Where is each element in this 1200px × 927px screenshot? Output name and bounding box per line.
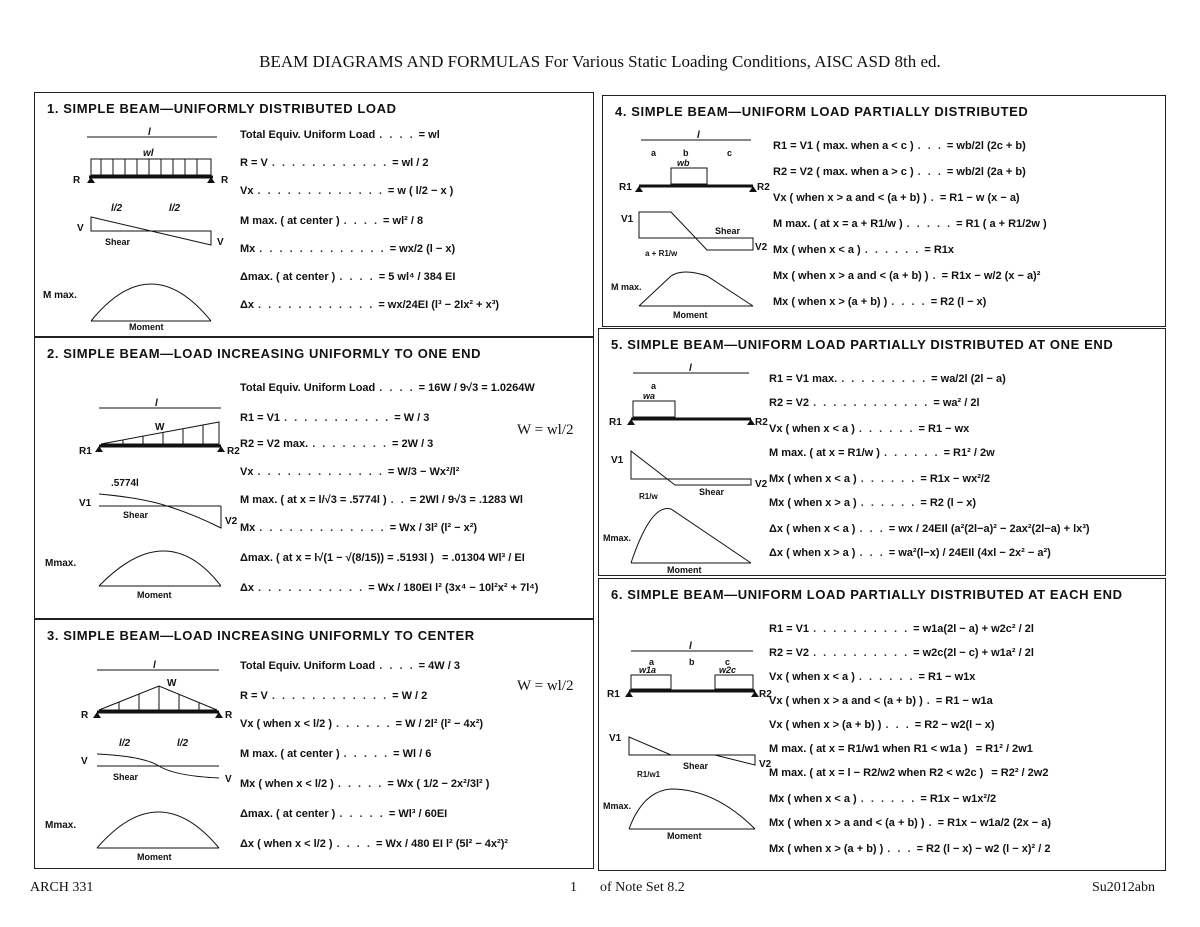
formula-list: [769, 373, 1164, 573]
formula-row: M max. ( at x = R1/w ) . . . . . . = R1² / 2w: [769, 447, 995, 459]
load-label: wl: [143, 148, 154, 159]
beam-diagram: [611, 126, 781, 326]
formula-row: Vx ( when x > a and < (a + b) ) . = R1 − w (x − a): [773, 192, 1020, 204]
formula-row: Vx ( when x < l/2 ) . . . . . . = W / 2l² (l² − 4x²): [240, 718, 484, 730]
moment-diagram: [99, 551, 221, 586]
dim-b: b: [683, 148, 689, 158]
formula-row: R2 = V2 max. . . . . . . . . = 2W / 3: [240, 438, 434, 450]
half-span-label: l/2: [111, 203, 123, 214]
moment-diagram: [97, 812, 219, 848]
formula-row: Total Equiv. Uniform Load . . . . = 4W / 3: [240, 660, 460, 672]
left-load-block: [631, 675, 671, 689]
right-load-label: w2c: [719, 665, 737, 675]
span-label: l: [148, 127, 151, 138]
span-label: l: [689, 363, 692, 374]
beam-diagram: [43, 386, 243, 606]
right-reaction-label: R2: [757, 182, 770, 193]
left-reaction-label: R: [81, 710, 89, 721]
formula-row: Vx ( when x < a ) . . . . . . = R1 − wx: [769, 423, 970, 435]
left-reaction-label: R1: [79, 446, 92, 457]
formula-row: M max. ( at x = R1/w1 when R1 < w1a ) = R1² / 2w1: [769, 743, 1033, 755]
half-span-label: l/2: [119, 738, 131, 749]
formula-row: Mx ( when x > (a + b) ) . . . . = R2 (l − x): [773, 296, 987, 308]
shear-label: Shear: [123, 510, 149, 520]
left-reaction-label: R1: [607, 689, 620, 700]
shear-v1: V1: [609, 733, 622, 744]
mmax-label: M max.: [611, 282, 642, 292]
mmax-label: Mmax.: [45, 558, 77, 569]
mmax-position-label: a + R1/w: [645, 249, 678, 258]
moment-label: Moment: [667, 565, 702, 573]
right-reaction-label: R2: [759, 689, 772, 700]
formula-row: Vx ( when x > (a + b) ) . . . = R2 − w2(l − x): [769, 719, 995, 731]
mmax-label: M max.: [43, 290, 77, 301]
footer-course: ARCH 331: [30, 880, 94, 895]
shear-v1: V1: [621, 214, 634, 225]
shear-diagram: [99, 494, 221, 528]
panel-5-partial-load-one-end: [598, 328, 1166, 576]
right-reaction-label: R2: [227, 446, 240, 457]
panel-4-partial-uniform-load: [602, 95, 1166, 327]
moment-label: Moment: [137, 590, 172, 600]
shear-v2: V2: [755, 242, 768, 253]
formula-row: M max. ( at x = l − R2/w2 when R2 < w2c ) = R2² / 2w2: [769, 767, 1049, 779]
shear-v2: V2: [759, 759, 772, 770]
formula-row: Total Equiv. Uniform Load . . . . = 16W / 9√3 = 1.0264W: [240, 382, 535, 394]
formula-row: Vx ( when x > a and < (a + b) ) . = R1 − w1a: [769, 695, 993, 707]
left-reaction-label: R1: [619, 182, 632, 193]
mmax-label: Mmax.: [603, 533, 632, 543]
span-label: l: [153, 660, 156, 671]
shear-diagram: [91, 217, 151, 231]
moment-diagram: [631, 508, 751, 563]
formula-row: Mx . . . . . . . . . . . . . = wx/2 (l − x): [240, 243, 456, 255]
shear-v-left: V: [77, 223, 84, 234]
formula-row: R = V . . . . . . . . . . . . = W / 2: [240, 690, 428, 702]
shear-diagram: [151, 231, 211, 245]
dim-c: c: [725, 657, 731, 667]
beam-diagram: [603, 363, 778, 573]
shear-label: Shear: [683, 761, 709, 771]
span-label: l: [689, 641, 692, 652]
formula-row: Δmax. ( at x = l√(1 − √(8/15)) = .5193l ) = .01304 Wl³ / EI: [240, 552, 525, 564]
panel-title: 6. SIMPLE BEAM—UNIFORM LOAD PARTIALLY DISTRIBUTED AT EACH END: [611, 587, 1123, 602]
shear-v1: V1: [611, 455, 624, 466]
left-reaction-label: R: [73, 175, 81, 186]
panel-6-partial-load-each-end: [598, 578, 1166, 871]
right-load-block: [715, 675, 753, 689]
mmax-position-label: R1/w1: [637, 770, 661, 779]
panel-title: 3. SIMPLE BEAM—LOAD INCREASING UNIFORMLY TO CENTER: [47, 628, 475, 643]
formula-row: M max. ( at x = a + R1/w ) . . . . . = R1 ( a + R1/2w ): [773, 218, 1047, 230]
formula-row: Vx ( when x < a ) . . . . . . = R1 − w1x: [769, 671, 976, 683]
formula-row: Mx ( when x > a and < (a + b) ) . = R1x − w/2 (x − a)²: [773, 270, 1041, 282]
panel-title: 1. SIMPLE BEAM—UNIFORMLY DISTRIBUTED LOAD: [47, 101, 397, 116]
shear-label: Shear: [715, 226, 741, 236]
formula-row: Mx ( when x > a ) . . . . . . = R2 (l − x): [769, 497, 976, 509]
panel-3-increasing-load-center: [34, 619, 594, 869]
moment-diagram: [629, 789, 755, 829]
footer-note-set: of Note Set 8.2: [600, 880, 685, 895]
half-span-label: l/2: [169, 203, 181, 214]
partial-load-block: [633, 401, 675, 417]
formula-row: Δx ( when x < l/2 ) . . . . = Wx / 480 EI l² (5l² − 4x²)²: [240, 838, 509, 850]
panel-title: 4. SIMPLE BEAM—UNIFORM LOAD PARTIALLY DISTRIBUTED: [615, 104, 1029, 119]
formula-row: Mx ( when x < a ) . . . . . . = R1x − wx²/2: [769, 473, 991, 485]
span-label: l: [155, 398, 158, 409]
load-note: W = wl/2: [517, 678, 574, 694]
beam-diagram: [43, 123, 243, 333]
mmax-position-label: R1/w: [639, 492, 658, 501]
formula-row: Δmax. ( at center ) . . . . = 5 wl⁴ / 384 EI: [240, 271, 456, 283]
shear-v1: V1: [79, 498, 92, 509]
mmax-label: Mmax.: [45, 820, 77, 831]
formula-row: R1 = V1 . . . . . . . . . . = w1a(2l − a) + w2c² / 2l: [769, 623, 1034, 635]
moment-label: Moment: [137, 852, 172, 862]
formula-row: Mx ( when x < l/2 ) . . . . . = Wx ( 1/2 − 2x²/3l² ): [240, 778, 490, 790]
formula-row: R2 = V2 . . . . . . . . . . . . = wa² / 2l: [769, 397, 980, 409]
formula-row: Total Equiv. Uniform Load . . . . = wl: [240, 129, 440, 141]
panel-title: 2. SIMPLE BEAM—LOAD INCREASING UNIFORMLY TO ONE END: [47, 346, 482, 361]
left-reaction-label: R1: [609, 417, 622, 428]
formula-row: M max. ( at center ) . . . . = wl² / 8: [240, 215, 424, 227]
uniform-load-block: [91, 159, 211, 175]
formula-row: Δmax. ( at center ) . . . . . = Wl³ / 60EI: [240, 808, 448, 820]
formula-row: R2 = V2 . . . . . . . . . . = w2c(2l − c) + w1a² / 2l: [769, 647, 1034, 659]
dim-a: a: [649, 657, 655, 667]
right-reaction-label: R: [221, 175, 229, 186]
formula-list: [240, 382, 590, 612]
formula-row: Mx ( when x > a and < (a + b) ) . = R1x − w1a/2 (2x − a): [769, 817, 1052, 829]
left-load-label: w1a: [639, 665, 657, 675]
moment-label: Moment: [667, 831, 702, 841]
formula-row: Δx ( when x < a ) . . . = wx / 24EIl (a²(2l−a)² − 2ax²(2l−a) + lx³): [769, 523, 1090, 535]
formula-row: R1 = V1 . . . . . . . . . . . = W / 3: [240, 412, 430, 424]
formula-row: Δx ( when x > a ) . . . = wa²(l−x) / 24EIl (4xl − 2x² − a²): [769, 547, 1051, 559]
load-note: W = wl/2: [517, 422, 574, 438]
load-hatch: [101, 159, 197, 175]
page-title: BEAM DIAGRAMS AND FORMULAS For Various Static Loading Conditions, AISC ASD 8th ed.: [259, 52, 941, 71]
shear-v-left: V: [81, 756, 88, 767]
dim-a: a: [651, 381, 657, 391]
panel-title: 5. SIMPLE BEAM—UNIFORM LOAD PARTIALLY DISTRIBUTED AT ONE END: [611, 337, 1114, 352]
right-reaction-label: R2: [755, 417, 768, 428]
formula-row: Vx . . . . . . . . . . . . . = w ( l/2 − x ): [240, 185, 454, 197]
dim-c: c: [727, 148, 733, 158]
mmax-label: Mmax.: [603, 801, 632, 811]
load-label: W: [155, 422, 165, 433]
half-span-label: l/2: [177, 738, 189, 749]
formula-row: R1 = V1 ( max. when a < c ) . . . = wb/2l (2c + b): [773, 140, 1026, 152]
shear-v2: V2: [225, 516, 238, 527]
panel-1-uniform-load: [34, 92, 594, 337]
dim-b: b: [689, 657, 695, 667]
footer-page-number: 1: [570, 880, 577, 895]
moment-label: Moment: [129, 322, 164, 332]
formula-row: Mx ( when x < a ) . . . . . . = R1x: [773, 244, 955, 256]
shear-v-right: V: [225, 774, 232, 785]
formula-row: R1 = V1 max. . . . . . . . . . = wa/2l (2l − a): [769, 373, 1006, 385]
shear-v-right: V: [217, 237, 224, 248]
panel-2-increasing-load-one-end: [34, 337, 594, 619]
partial-load-block: [671, 168, 707, 184]
load-label: wa: [643, 391, 656, 401]
formula-list: [240, 129, 590, 329]
formula-row: M max. ( at center ) . . . . . = Wl / 6: [240, 748, 432, 760]
formula-row: M max. ( at x = l/√3 = .5774l ) . . = 2Wl / 9√3 = .1283 Wl: [240, 494, 523, 506]
formula-list: [773, 140, 1163, 325]
shear-v2: V2: [755, 479, 768, 490]
dim-a: a: [651, 148, 657, 158]
formula-row: R2 = V2 ( max. when a > c ) . . . = wb/2l (2a + b): [773, 166, 1026, 178]
formula-row: R = V . . . . . . . . . . . . = wl / 2: [240, 157, 429, 169]
formula-row: Δx . . . . . . . . . . . . = wx/24EI (l³ − 2lx² + x³): [240, 299, 500, 311]
formula-row: Mx ( when x > (a + b) ) . . . = R2 (l − x) − w2 (l − x)² / 2: [769, 843, 1051, 855]
beam-diagram: [603, 641, 778, 851]
moment-label: Moment: [673, 310, 708, 320]
formula-row: Mx ( when x < a ) . . . . . . = R1x − w1x²/2: [769, 793, 997, 805]
formula-row: Δx . . . . . . . . . . . = Wx / 180EI l² (3x⁴ − 10l²x² + 7l⁴): [240, 582, 539, 594]
moment-diagram: [91, 284, 211, 321]
beam-diagram: [43, 656, 243, 866]
load-label: wb: [677, 158, 690, 168]
footer-author: Su2012abn: [1092, 880, 1155, 895]
shear-label: Shear: [699, 487, 725, 497]
shear-diagram: [631, 451, 751, 485]
right-reaction-label: R: [225, 710, 233, 721]
formula-row: Mx . . . . . . . . . . . . . = Wx / 3l² (l² − x²): [240, 522, 478, 534]
dimension-label: .5774l: [111, 478, 139, 489]
shear-label: Shear: [113, 772, 139, 782]
span-label: l: [697, 130, 700, 141]
moment-diagram: [639, 272, 753, 306]
shear-label: Shear: [105, 237, 131, 247]
formula-row: Vx . . . . . . . . . . . . . = W/3 − Wx²/l²: [240, 466, 460, 478]
formula-list: [769, 623, 1164, 868]
load-label: W: [167, 678, 177, 689]
